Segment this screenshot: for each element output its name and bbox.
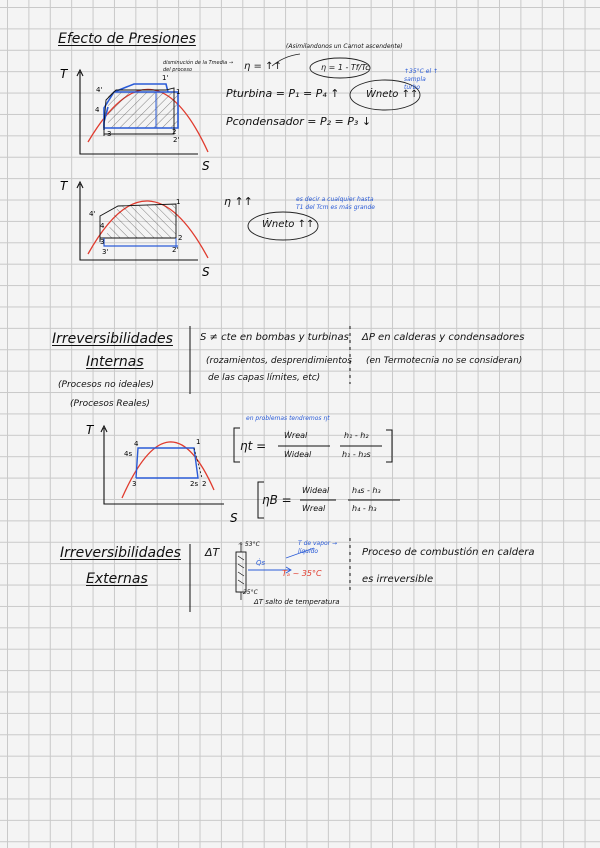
w-neto-2-oval — [246, 210, 320, 242]
section2-blue-note: en problemas tendremos ηt — [246, 415, 330, 422]
eta-b-lhs: ηB = — [262, 493, 292, 507]
lbl: 4 — [100, 222, 105, 230]
blue-note-2: es decir a cualquier hasta T1 del Tcm es más grande — [296, 196, 375, 212]
lbl: 1 — [196, 438, 201, 446]
col1-line2: (rozamientos, desprendimientos — [206, 356, 352, 366]
w-neto-2: Ẇneto ↑↑ — [262, 219, 315, 230]
carnot-note: (Asimilandonos un Carnot ascendente) — [286, 43, 403, 50]
vapor-note: T de vapor → líquido — [298, 540, 338, 555]
vertical-divider-1 — [188, 326, 192, 396]
t-axis-label: T — [60, 67, 68, 81]
p-condensador: Pcondensador = P₂ = P₃ ↓ — [226, 115, 372, 128]
lbl: 4' — [96, 86, 103, 94]
col2-line1: ΔP en calderas y condensadores — [362, 332, 525, 343]
eta-t-den1: Ẇideal — [284, 450, 312, 459]
note-disminucion: disminución de la Tmedia → del proceso — [163, 60, 234, 73]
eta-t-lhs: ηt = — [240, 439, 267, 453]
ts-diagram-2 — [58, 176, 218, 280]
blue-note-1: ↑35°C el ↑ sampla turbo — [404, 68, 439, 91]
section2-sub1: (Procesos no ideales) — [58, 380, 154, 390]
eta-t-den2: h₁ - h₂s — [342, 450, 371, 459]
t-axis-label: T — [60, 179, 68, 193]
col1-line3: de las capas límites, etc) — [208, 373, 321, 383]
delta-note: ΔT salto de temperatura — [254, 598, 340, 606]
lbl: 1 — [176, 88, 181, 96]
t-axis-label: T — [86, 423, 94, 437]
lbl: 3 — [107, 130, 112, 138]
lbl: 3 — [132, 480, 137, 488]
eta-t-num2: h₁ - h₂ — [344, 431, 369, 440]
s-axis-label: S — [202, 159, 210, 173]
lbl: 2 — [172, 128, 177, 136]
col2-line2: (en Termotecnia no se consideran) — [366, 356, 523, 366]
temp-bottom: ~ 25°C — [236, 589, 258, 596]
lbl: 1 — [176, 198, 181, 206]
lbl: 4s — [124, 450, 133, 458]
s-axis-label: S — [202, 265, 210, 279]
eta-carnot-oval — [308, 56, 372, 80]
statement-line1: Proceso de combustión en caldera — [362, 547, 535, 558]
t-label: Tₐ ~ 35°C — [282, 569, 322, 578]
lbl: 3 — [100, 238, 105, 246]
section3-title-line1: Irreversibilidades — [60, 545, 181, 561]
section2-sub2: (Procesos Reales) — [70, 399, 150, 409]
section2-title-line1: Irreversibilidades — [52, 331, 173, 347]
lbl: 2' — [173, 136, 180, 144]
statement-line2: es irreversible — [362, 574, 434, 585]
col1-line1: S ≠ cte en bombas y turbinas — [200, 332, 349, 343]
section1-title: Efecto de Presiones — [58, 31, 196, 47]
lbl: 1' — [162, 74, 169, 82]
eta-2: η ↑↑ — [224, 195, 253, 208]
lbl: 4' — [89, 210, 96, 218]
arrow-to-note — [270, 50, 310, 70]
lbl: 4 — [134, 440, 139, 448]
lbl: 3' — [102, 248, 109, 256]
eta-b-den1: Ẇreal — [302, 504, 326, 513]
lbl: 2 — [178, 234, 183, 242]
w-neto-1: Ẇneto ↑↑ — [366, 89, 419, 100]
lbl: 4 — [95, 106, 100, 114]
eta-b-num1: Ẇideal — [302, 486, 330, 495]
q-label: Q̇s — [256, 559, 266, 567]
s-axis-label: S — [230, 511, 238, 525]
p-turbina: Pturbina = P₁ = P₄ ↑ — [226, 87, 340, 100]
ts-diagram-3 — [82, 420, 242, 526]
section2-title-line2: Internas — [86, 354, 144, 370]
section3-title-line2: Externas — [86, 571, 148, 587]
vertical-divider-2 — [188, 544, 192, 614]
lbl: 2' — [172, 246, 179, 254]
lbl: 2s — [190, 480, 199, 488]
eta-arrow: η = ↑↑ — [244, 61, 282, 72]
lbl: 2 — [202, 480, 207, 488]
ts-diagram-1 — [58, 62, 218, 172]
eta-b-num2: h₄s - h₃ — [352, 486, 381, 495]
eta-b-den2: h₄ - h₃ — [352, 504, 377, 513]
eta-t-num1: Ẇreal — [284, 431, 308, 440]
temp-top: ~ 53°C — [238, 541, 260, 548]
delta-t: ΔT — [205, 546, 220, 559]
eta-carnot: η = 1 - Tf/Tc — [321, 63, 370, 72]
